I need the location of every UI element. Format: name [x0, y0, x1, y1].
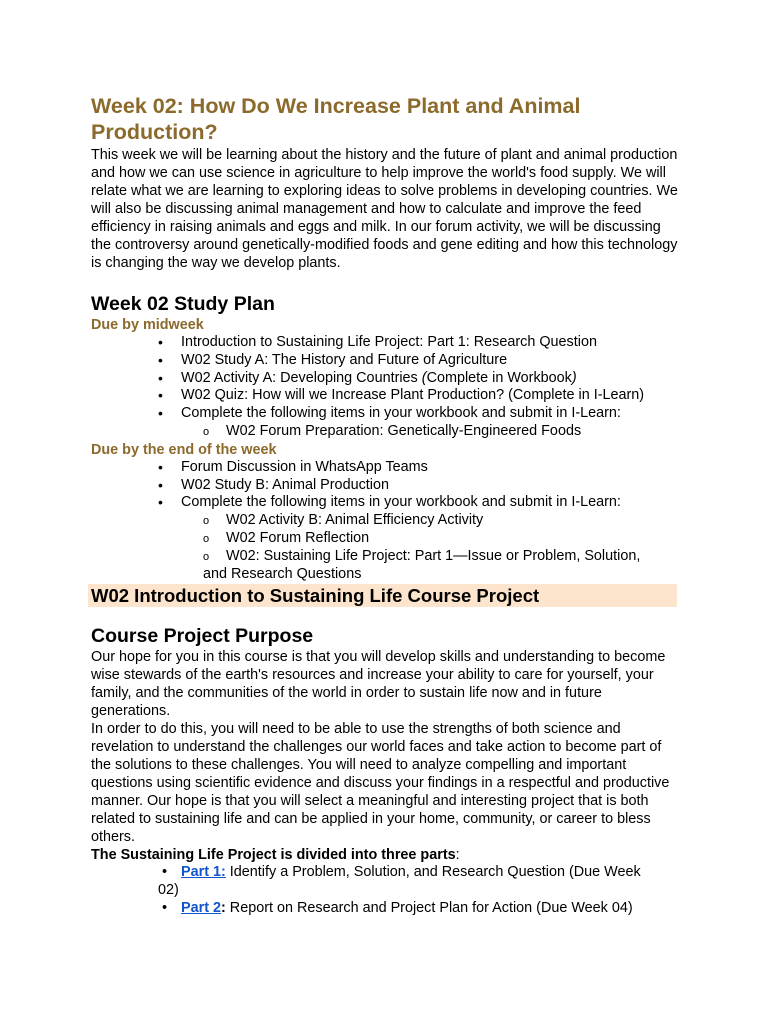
parts-intro	[91, 846, 681, 864]
sub-list-item-text: W02 Forum Reflection	[226, 529, 370, 546]
section-banner: W02 Introduction to Sustaining Life Course Project	[88, 584, 677, 607]
part-item	[91, 864, 681, 900]
sub-list-item-text: W02 Forum Preparation: Genetically-Engineered Foods	[226, 422, 582, 439]
end-week-list	[91, 459, 681, 584]
parts-intro-colon: :	[455, 847, 460, 864]
list-item-text: W02 Study A: The History and Future of Agriculture	[181, 351, 508, 368]
part-text: Report on Research and Project Plan for Action (Due Week 04)	[225, 899, 633, 916]
part-colon: :	[221, 899, 226, 916]
due-end-week-label: Due by the end of the week	[91, 441, 277, 458]
list-item-text: Complete in Workbook	[426, 369, 572, 386]
sub-list	[181, 423, 681, 441]
list-item	[91, 405, 681, 441]
due-midweek-label: Due by midweek	[91, 317, 204, 333]
list-item-text: Complete the following items in your workbook and submit in I-Learn:	[181, 405, 621, 422]
list-item-text: Introduction to Sustaining Life Project: Part 1: Research Question	[181, 334, 597, 350]
sub-list-item	[91, 548, 681, 584]
list-item-text: W02 Study B: Animal Production	[181, 476, 389, 493]
part-text-continued: 02)	[158, 882, 179, 899]
list-item	[91, 459, 681, 477]
list-item-text: W02 Activity A: Developing Countries	[181, 369, 422, 386]
study-plan-heading: Week 02 Study Plan	[91, 293, 275, 315]
part-text: Identify a Problem, Solution, and Research Question (Due Week	[225, 864, 641, 881]
intro-paragraph: This week we will be learning about the history and the future of plant and animal production and how we can use science in agriculture to help improve the world's food supply. We will relate what we are learning to exploring ideas to solve problems in developing countries. We will also be discussing animal management and how to calculate and improve the feed efficiency in raising animals and eggs and milk. In our forum activity, we will be discussing the controversy around genetically-modified foods and gene editing and how this technology is changing the way we develop plants.	[91, 147, 678, 271]
purpose-paragraph-2: In order to do this, you will need to be able to use the strengths of both science and revelation to understand the challenges our world faces and take action to become part of the solutions to these challenges. You will need to analyze compelling and important questions using scientific evidence and discuss your findings in a respectful and productive manner. Our hope is that you will select a meaningful and interesting project that is both related to sustaining life and can be applied in your home, community, or career to bless others.	[91, 721, 670, 846]
list-item	[91, 477, 681, 495]
part-2-link[interactable]: Part 2	[181, 899, 221, 916]
sub-list	[181, 512, 681, 583]
paren-close: )	[571, 369, 577, 386]
sub-list-item	[91, 512, 681, 530]
sub-list-item	[91, 530, 681, 548]
purpose-paragraph-1: Our hope for you in this course is that you will develop skills and understanding to become wise stewards of the earth's resources and increase your ability to care for yourself, your family, and the communities of the world in order to sustain life now and in future generations.	[91, 649, 666, 720]
parts-intro-text: The Sustaining Life Project is divided into three parts	[91, 847, 456, 864]
part-1-link[interactable]: Part 1:	[181, 864, 226, 881]
list-item-text: Complete the following items in your workbook and submit in I-Learn:	[181, 494, 621, 511]
sub-list-item	[91, 423, 681, 441]
list-item	[91, 370, 681, 388]
sub-list-item-text: W02: Sustaining Life Project: Part 1—Issue or Problem, Solution,	[226, 547, 641, 564]
parts-list	[91, 864, 681, 917]
part-item	[91, 900, 681, 918]
midweek-list	[91, 334, 681, 441]
list-item-text: Forum Discussion in WhatsApp Teams	[181, 458, 428, 475]
page-title: Week 02: How Do We Increase Plant and Animal Production?	[91, 94, 581, 144]
list-item	[91, 334, 681, 352]
sub-list-item-text-continued: and Research Questions	[203, 565, 362, 582]
list-item	[91, 494, 681, 583]
sub-list-item-text: W02 Activity B: Animal Efficiency Activity	[226, 512, 484, 529]
purpose-heading: Course Project Purpose	[91, 625, 314, 648]
paren-open: (	[421, 369, 427, 386]
list-item-text: W02 Quiz: How will we Increase Plant Production? (Complete in I-Learn)	[181, 387, 645, 404]
document-content	[91, 93, 681, 918]
list-item	[91, 387, 681, 405]
list-item	[91, 352, 681, 370]
